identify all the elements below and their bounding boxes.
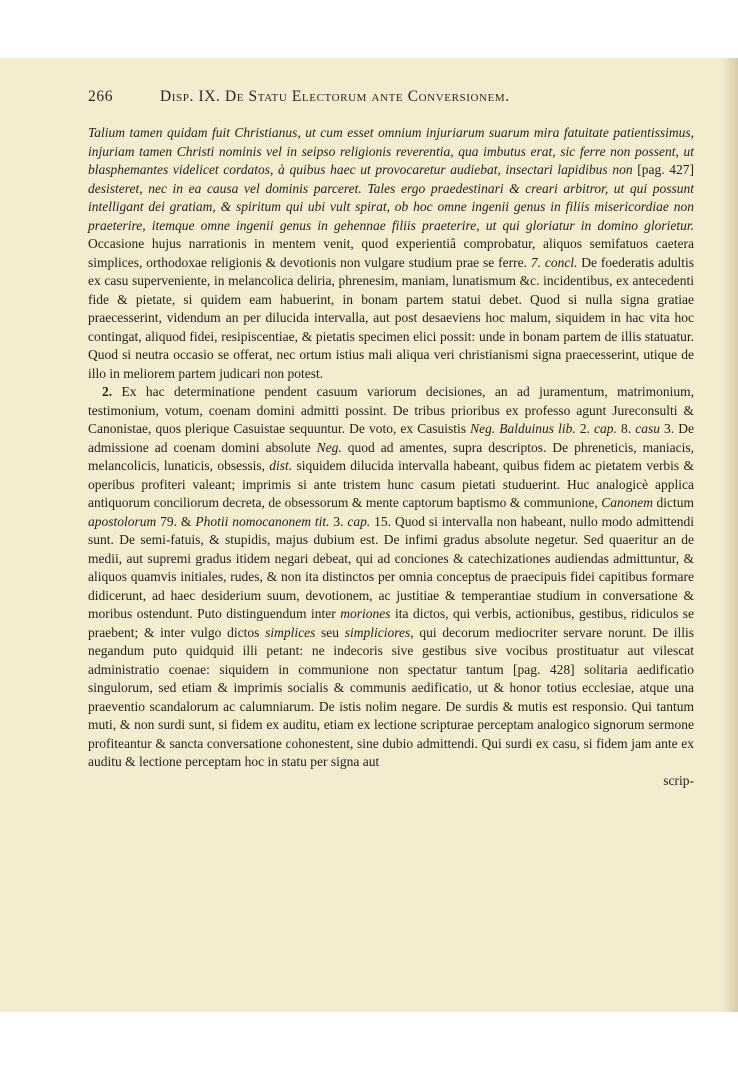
- running-title: Disp. IX. De Statu Electorum ante Conversionem.: [160, 88, 510, 105]
- citation: apostolorum: [88, 513, 157, 529]
- paragraph-text: 3. De admissione ad coenam domini absolute: [88, 421, 695, 455]
- paragraph-text: seu: [315, 624, 345, 640]
- term: simplices: [265, 624, 316, 640]
- italic-intro-continued: desisteret, nec in ea causa vel dominis parceret. Tales ergo praedestinari & creari arbitror, ut qui possunt intelligant dei gratiam, & spiritum qui ubi vult spirat, ob hoc omne ingenii genus in filiis misericordiae non praeterire, itemque omne ingenii genus in gehennae filiis praeterire, ut qui gloriatur in domino glorietur.: [88, 180, 694, 233]
- paragraph-1: [88, 124, 694, 383]
- paragraph-text: 79. &: [156, 513, 196, 529]
- paragraph-text: , qui decorum mediocriter servare norunt. De illis negandum puto quidquid illi petant: ne indecoris sive gestibus sive vocibus prostituatur aut vilescat administratio coenae: siquidem in communione non spectatur tantum [pag. 428] solitaria aedificatio singulorum, sed etiam & imprimis socialis & communis aedificatio, ut & honor totius ecclesiae, atque una praeventio scandalorum ac calumniarum. De istis nolim negare. De surdis & mutis est responsio. Qui tantum muti, & non surdi sunt, si fidem ex auditu, etiam ex lectione scripturae perceptam analogico signorum sermone profiteantur & sancta conversatione cohonestent, sine dubio admittendi. Qui surdi ex casu, si fidem jam ante ex auditu & lectione perceptam hoc in statu per signa aut: [88, 624, 695, 769]
- paragraph-text: 8.: [616, 421, 636, 436]
- paragraph-text: 2.: [575, 421, 595, 436]
- paragraph-text: Ex hac determinatione pendent casuum variorum decisiones, an ad juramentum, matrimonium, testimonium, votum, coenam domini admitti possint. De tribus prioribus ex professo agunt Jureconsulti & Canonistae, quos plerique Casuistae sequuntur. De voto, ex Casuistis: [88, 384, 694, 436]
- paragraph-number: 2.: [102, 384, 113, 399]
- paragraph-text: siquidem dilucida intervalla habeant, quibus fidem ac pietatem verbis & operibus profiteri valeant; imprimis si ante tristem hunc casum pietati studuerint. Huc analogicè applica antiquorum conciliorum decreta, de obsessorum & mente captorum baptismo & communione,: [88, 458, 694, 510]
- italic-intro: Talium tamen quidam fuit Christianus, ut cum esset omnium injuriarum suarum mira fatuitate patientissimus, injuriam tamen Christi nominis vel in seipso religionis reverentia, qua imbutus erat, sic ferre non possent, ut blasphemantes videlicet cordatos, à quibus haec ut provocaretur audiebat, insectari lapidibus non: [88, 125, 694, 177]
- citation: cap.: [347, 513, 371, 529]
- term: moriones: [340, 606, 391, 621]
- paragraph-text: dictum: [652, 495, 694, 510]
- running-header: [88, 88, 690, 108]
- citation: Photii nomocanonem tit.: [195, 513, 330, 529]
- citation: Canonem: [601, 495, 653, 510]
- paragraph-text: De foederatis adultis ex casu superveniente, in melancolica deliria, phrenesim, maniam, lunatismum &c. incidentibus, ex antecedenti fide & pietate, si quidem eam habuerint, in bonam partem statui debet. Quod si nulla signa gratiae praecesserint, videndum an per dilucida intervalla, aut post desaeviens hoc malum, siquidem in hac vita hoc contingat, aliquod fidei, resipiscentiae, & pietatis specimen elici possit: unde in bonam partem de illis statuatur. Quod si neutra occasio se offerat, nec ortum istius mali aliqua veri christianismi signa praecesserint, utique de illo in meliorem partem judicari non potest.: [88, 254, 694, 381]
- page-edge-shadow: [722, 58, 738, 1012]
- page-reference: [pag. 427]: [632, 162, 695, 177]
- citation: casu: [635, 421, 660, 436]
- conclusion-label: 7. concl.: [530, 254, 578, 270]
- citation: dist.: [269, 458, 293, 473]
- paragraph-text: Occasione hujus narrationis in mentem venit, quod experientiâ comprobatur, aliquos semifatuos caetera simplices, orthodoxae religionis & devotionis non vulgare studium prae se ferre.: [88, 236, 694, 270]
- paragraph-text: quod ad amentes, supra descriptos. De phreneticis, maniacis, melancolicis, lunaticis, obsessis,: [88, 439, 695, 473]
- book-page: [0, 58, 738, 1012]
- citation: cap.: [594, 421, 617, 436]
- paragraph-2: [88, 383, 694, 772]
- catchword: scrip-: [663, 772, 694, 788]
- citation: Neg.: [316, 439, 342, 455]
- page-number: 266: [88, 88, 114, 105]
- paragraph-text: ita dictos, qui verbis, actionibus, gestibus, ridiculos se praebent; & inter vulgo dictos: [88, 606, 695, 640]
- citation: Neg. Balduinus lib.: [470, 421, 576, 436]
- paragraph-text: 3.: [329, 513, 348, 529]
- term: simpliciores: [344, 624, 411, 640]
- paragraph-text: 15. Quod si intervalla non habeant, nullo modo admittendi sunt. De semi-fatuis, & stupidis, majus dubium est. De infimi gradus absolute negetur. Sed quaeritur an de medii, aut supremi gradus itidem negari debeat, qui ad conciones & catechizationes audiendas admittuntur, & aliquos quamvis initiales, rudes, & non ita distinctos per omnia conceptus de praecipuis fidei capitibus formare didicerunt, ad haec desiderium suum, devotionem, ac justitiae & temperantiae studium in conversatione & moribus ostendunt. Puto distinguendum inter: [88, 513, 695, 621]
- page-body: [88, 124, 694, 790]
